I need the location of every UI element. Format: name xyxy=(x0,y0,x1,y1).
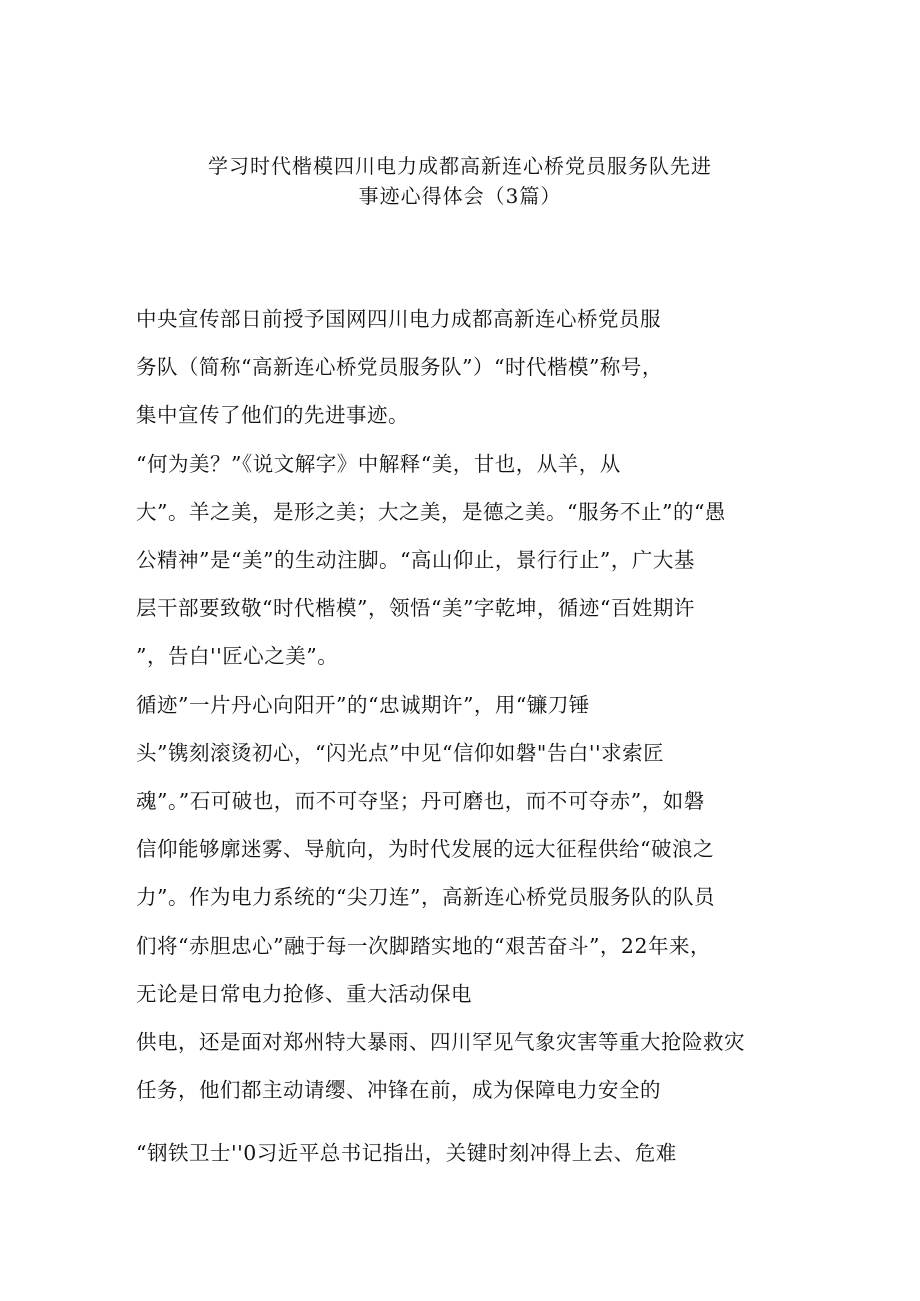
body-line-4: “何为美？”《说文解字》中解释“美，甘也，从羊，从 xyxy=(136,452,621,476)
body-line-16: 供电，还是面对郑州特大暴雨、四川罕见气象灾害等重大抢险救灾 xyxy=(136,1030,745,1054)
body-line-3: 集中宣传了他们的先进事迹。 xyxy=(136,403,409,427)
body-line-11: 魂”。”石可破也，而不可夺坚；丹可磨也，而不可夺赤”，如磐 xyxy=(136,789,705,813)
body-line-6: 公精神”是“美”的生动注脚。“高山仰止，景行行止”，广大基 xyxy=(136,548,695,572)
body-line-17: 任务，他们都主动请缨、冲锋在前，成为保障电力安全的 xyxy=(136,1078,661,1102)
body-line-15: 无论是日常电力抢修、重大活动保电 xyxy=(136,982,472,1006)
body-line-14: 们将“赤胆忠心”融于每一次脚踏实地的“艰苦奋斗”，22年来， xyxy=(136,934,712,958)
body-line-2: 务队（简称“高新连心桥党员服务队”）“时代楷模”称号， xyxy=(136,355,663,379)
body-line-7: 层干部要致敬“时代楷模”，领悟“美”字乾坤，循迹“百姓期许 xyxy=(136,596,695,620)
body-line-8: ”，告白''匠心之美”。 xyxy=(136,644,339,668)
body-line-18: “钢铁卫士''0习近平总书记指出，关键时刻冲得上去、危难 xyxy=(136,1141,677,1165)
document-title-line-1: 学习时代楷模四川电力成都高新连心桥党员服务队先进 xyxy=(208,154,712,178)
body-line-12: 信仰能够廓迷雾、导航向，为时代发展的远大征程供给“破浪之 xyxy=(136,837,714,861)
body-line-1: 中央宣传部日前授予国网四川电力成都高新连心桥党员服 xyxy=(136,307,661,331)
body-line-10: 头”镌刻滚烫初心，“闪光点”中见“信仰如磐"告白''求索匠 xyxy=(136,741,665,765)
body-line-9: 循迹”一片丹心向阳开”的“忠诚期许”，用“镰刀锤 xyxy=(136,693,590,717)
document-title-line-2: 事迹心得体会（3篇） xyxy=(358,184,562,208)
body-line-5: 大”。羊之美，是形之美；大之美，是德之美。“服务不止”的“愚 xyxy=(136,500,726,524)
body-line-13: 力”。作为电力系统的“尖刀连”，高新连心桥党员服务队的队员 xyxy=(136,885,715,909)
